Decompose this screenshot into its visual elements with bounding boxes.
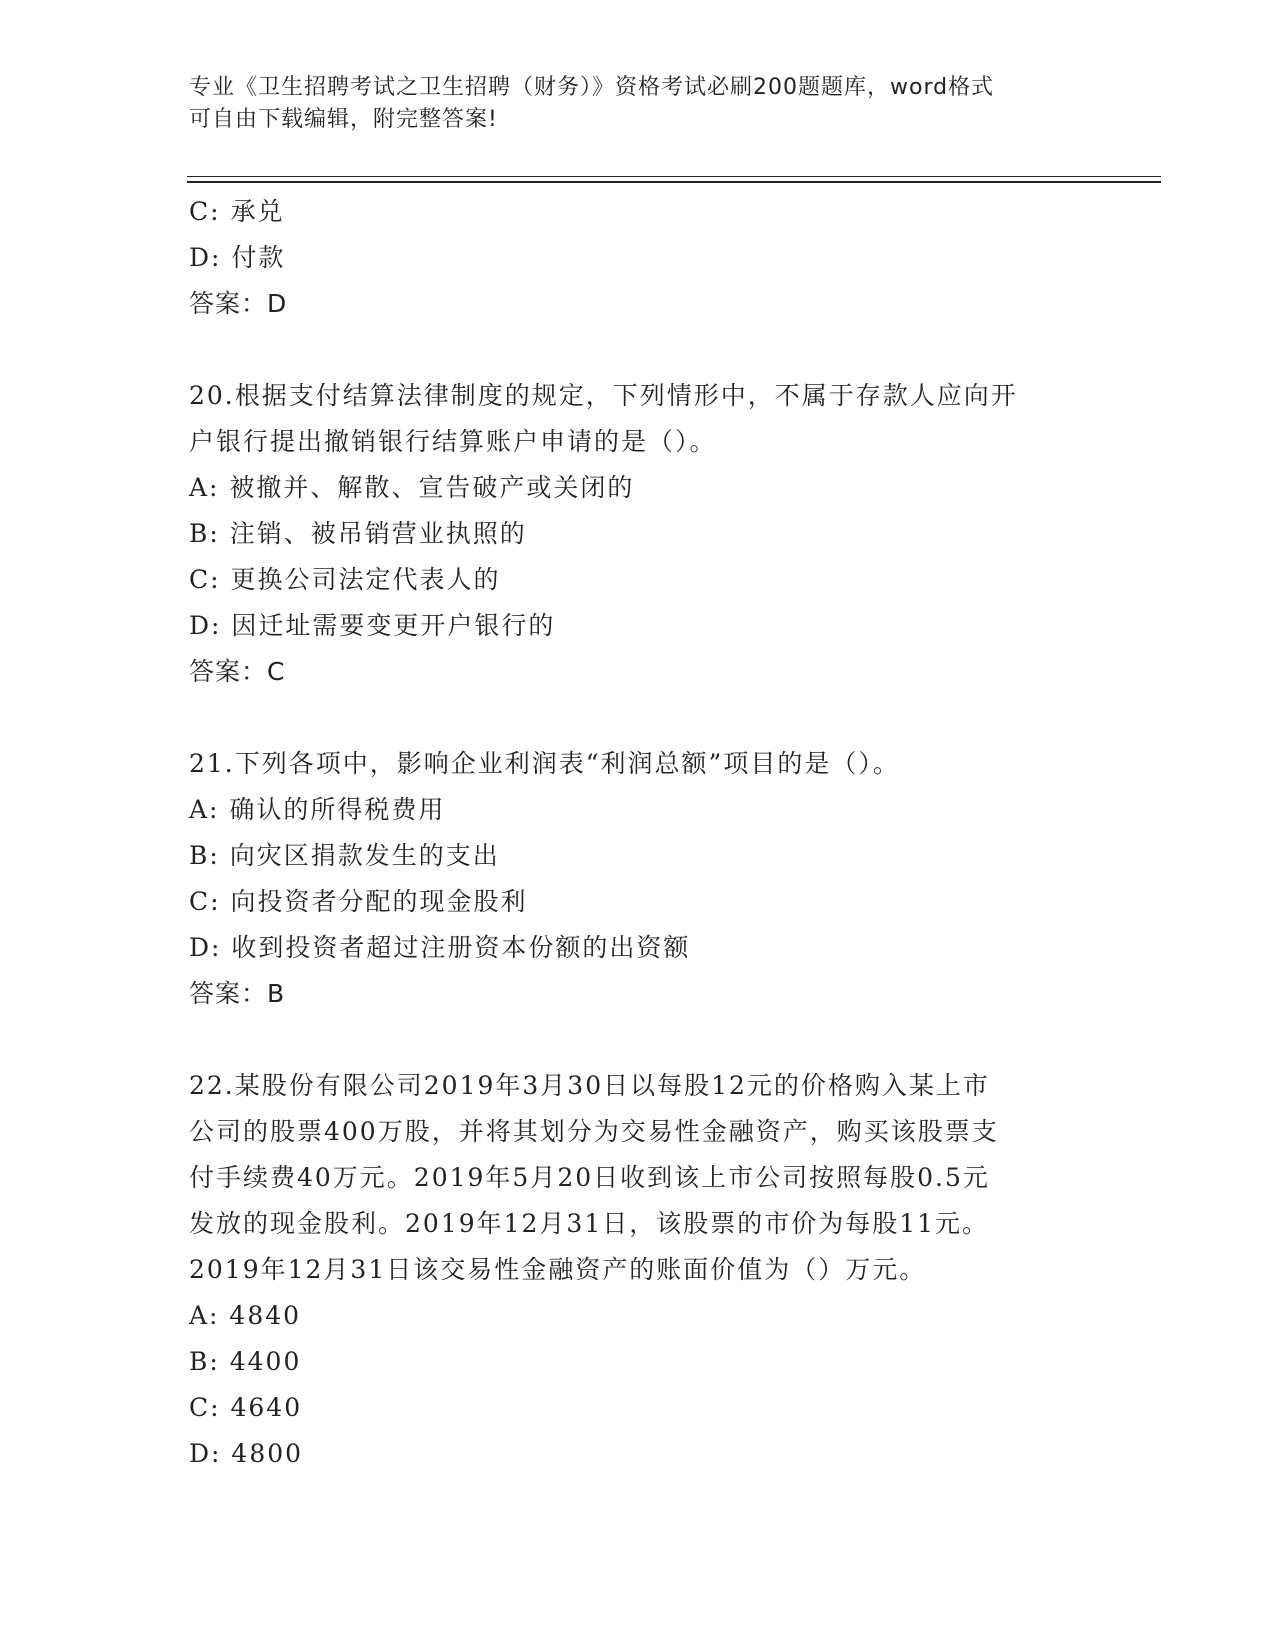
q22-stem-line-5: 2019年12月31日该交易性金融资产的账面价值为（）万元。 [189, 1255, 927, 1284]
question-content [189, 189, 1189, 1477]
q21-option-c: C: 向投资者分配的现金股利 [189, 887, 528, 916]
q22-option-d: D: 4800 [189, 1439, 304, 1468]
q22-option-c: C: 4640 [189, 1393, 303, 1422]
q22-option-b: B: 4400 [189, 1347, 302, 1376]
q22-stem-line-1: 22.某股份有限公司2019年3月30日以每股12元的价格购入某上市 [189, 1071, 990, 1100]
header-rule-thin [187, 176, 1161, 177]
prev-option-d: D: 付款 [189, 243, 286, 272]
prev-answer: 答案：D [189, 289, 288, 318]
q20-stem-line-1: 20.根据支付结算法律制度的规定，下列情形中，不属于存款人应向开 [189, 381, 1018, 410]
q20-option-d: D: 因迁址需要变更开户银行的 [189, 611, 556, 640]
q21-answer: 答案：B [189, 979, 286, 1008]
document-header [189, 72, 1089, 136]
q21-option-d: D: 收到投资者超过注册资本份额的出资额 [189, 933, 691, 962]
spacer [189, 695, 1189, 741]
header-rule-thick [187, 181, 1161, 183]
q22-stem-line-2: 公司的股票400万股，并将其划分为交易性金融资产，购买该股票支 [189, 1117, 999, 1146]
q21-option-a: A: 确认的所得税费用 [189, 795, 446, 824]
prev-option-c: C: 承兑 [189, 197, 285, 226]
q22-stem-line-3: 付手续费40万元。2019年5月20日收到该上市公司按照每股0.5元 [189, 1163, 990, 1192]
q21-stem-line-1: 21.下列各项中，影响企业利润表“利润总额”项目的是（）。 [189, 749, 900, 778]
q20-option-a: A: 被撤并、解散、宣告破产或关闭的 [189, 473, 635, 502]
q20-stem-line-2: 户银行提出撤销银行结算账户申请的是（）。 [189, 427, 717, 456]
spacer [189, 1017, 1189, 1063]
q22-option-a: A: 4840 [189, 1301, 302, 1330]
header-line-1: 专业《卫生招聘考试之卫生招聘（财务）》资格考试必刷200题题库，word格式 [189, 75, 995, 100]
spacer [189, 327, 1189, 373]
q22-stem-line-4: 发放的现金股利。2019年12月31日，该股票的市价为每股11元。 [189, 1209, 990, 1238]
q21-option-b: B: 向灾区捐款发生的支出 [189, 841, 500, 870]
q20-option-c: C: 更换公司法定代表人的 [189, 565, 501, 594]
header-line-2: 可自由下载编辑，附完整答案! [189, 107, 498, 132]
q20-option-b: B: 注销、被吊销营业执照的 [189, 519, 527, 548]
q20-answer: 答案：C [189, 657, 286, 686]
